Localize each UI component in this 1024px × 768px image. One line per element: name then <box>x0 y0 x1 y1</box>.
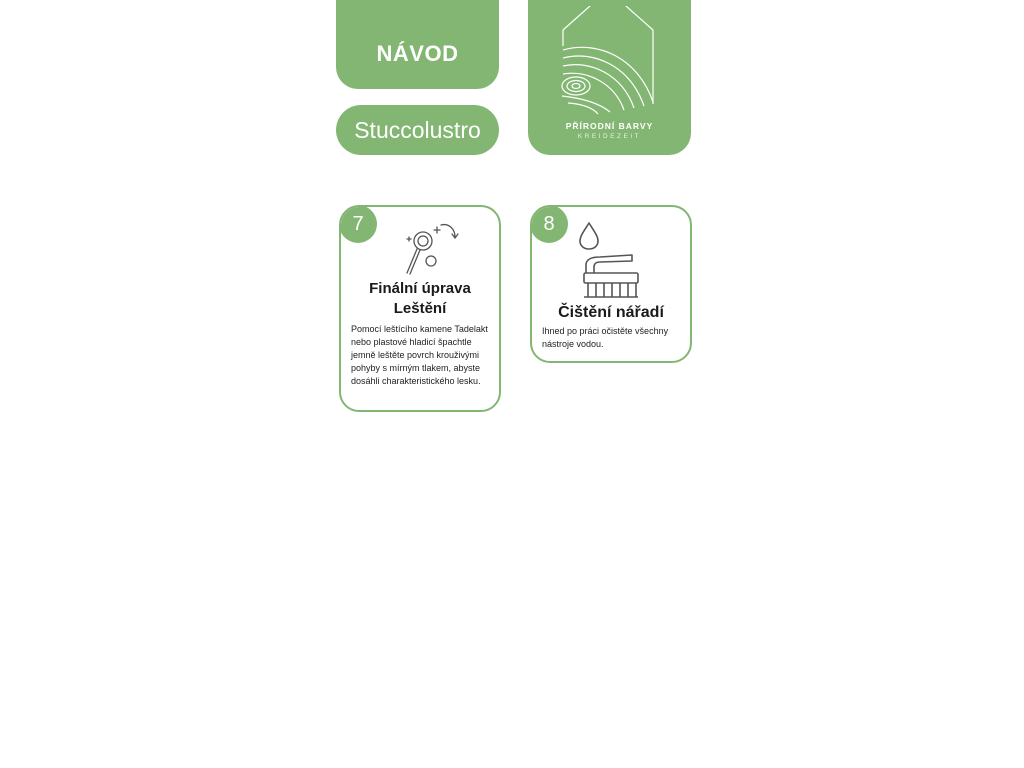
step-description: Ihned po práci očistěte všechny nástroje vodou. <box>542 326 669 349</box>
brand-subtitle: KREIDEZEIT <box>577 133 642 140</box>
product-name: Stuccolustro <box>354 116 481 143</box>
step-title-line2: Leštění <box>393 300 447 317</box>
polishing-stone-icon <box>401 219 467 277</box>
guide-label-tile <box>336 0 499 89</box>
wood-grain-house-logo-icon <box>558 6 658 116</box>
brand-name: PŘÍRODNÍ BARVY <box>565 121 654 131</box>
step-title-line1: Finální úprava <box>369 280 471 297</box>
brush-water-drop-icon <box>572 221 642 301</box>
brand-logo <box>528 0 691 155</box>
step-number-badge: 7 <box>339 205 377 243</box>
guide-label: NÁVOD <box>376 40 459 66</box>
product-name-tile <box>336 105 499 155</box>
step-card-7 <box>339 205 501 412</box>
step-number-badge: 8 <box>530 205 568 243</box>
step-title: Čištění nářadí <box>558 304 664 321</box>
step-card-8 <box>530 205 692 363</box>
step-description: Pomocí leštícího kamene Tadelakt nebo plastové hladicí špachtle jemně leštěte povrch krouživými pohyby s mírným tlakem, abyste dosáhli charakteristického lesku. <box>351 324 488 386</box>
